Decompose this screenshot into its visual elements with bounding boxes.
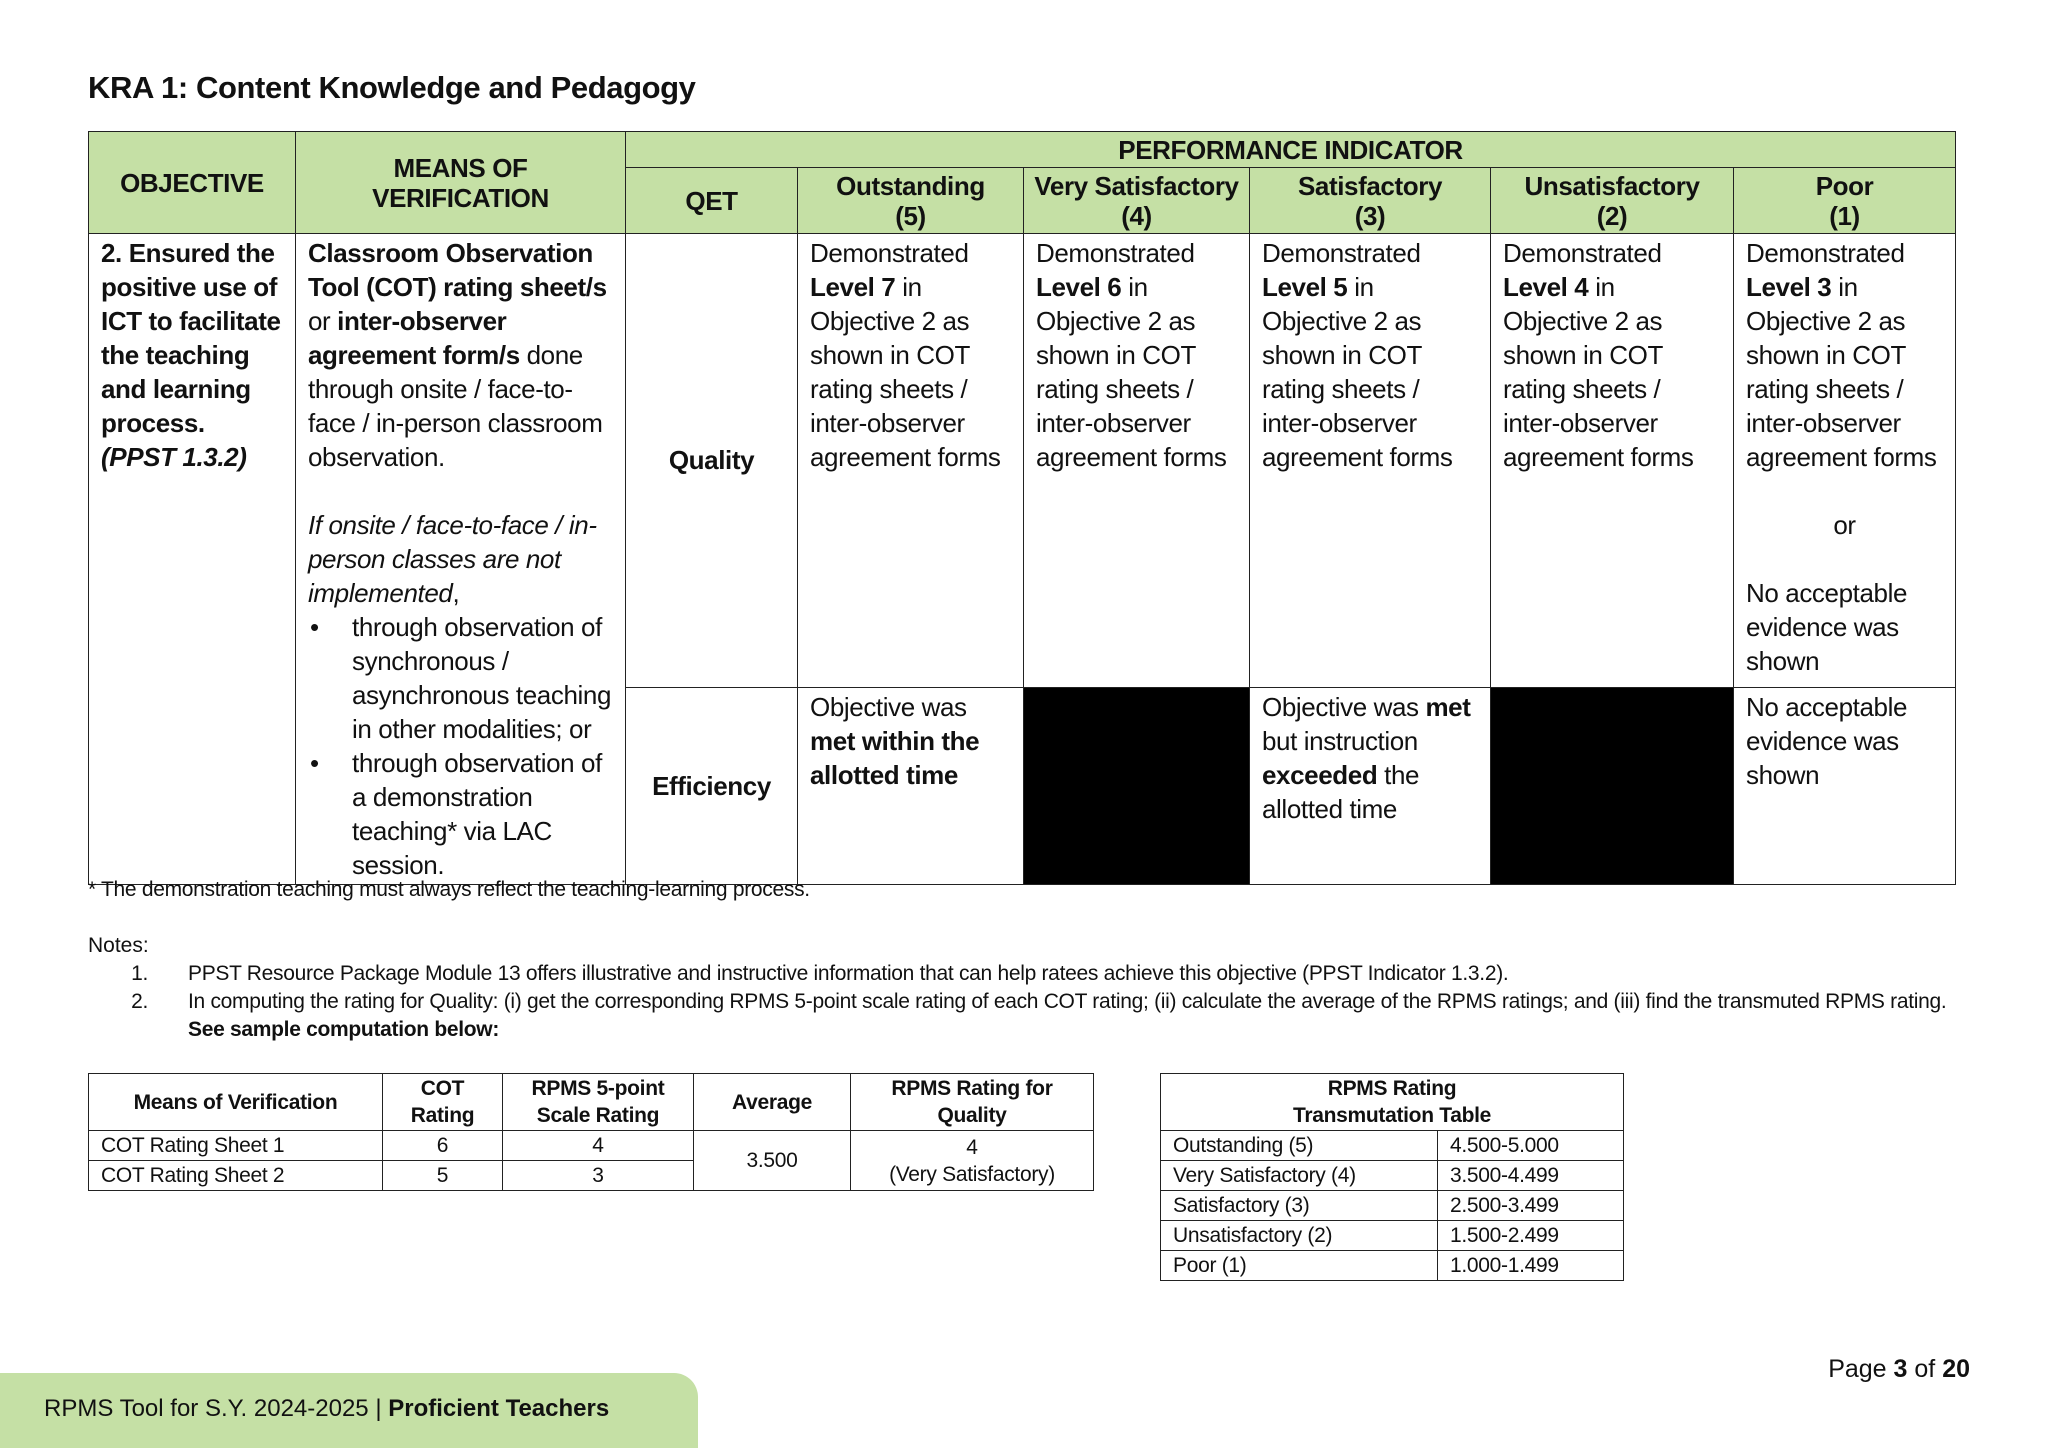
quality-satisfactory: Demonstrated Level 5 in Objective 2 as shown in COT rating sheets / inter-observer agreement forms [1250, 234, 1491, 688]
table-row: Unsatisfactory (2) 1.500-2.499 [1161, 1221, 1624, 1251]
quality-very-satisfactory: Demonstrated Level 6 in Objective 2 as shown in COT rating sheets / inter-observer agreement forms [1024, 234, 1250, 688]
notes-list [88, 960, 1958, 1044]
footer-band [0, 1373, 698, 1448]
efficiency-satisfactory: Objective was met but instruction exceeded the allotted time [1250, 687, 1491, 884]
sample-header-rpms: RPMS 5-point Scale Rating [503, 1074, 694, 1131]
sample-header-average: Average [694, 1074, 851, 1131]
quality-unsatisfactory: Demonstrated Level 4 in Objective 2 as shown in COT rating sheets / inter-observer agreement forms [1491, 234, 1734, 688]
quality-outstanding: Demonstrated Level 7 in Objective 2 as shown in COT rating sheets / inter-observer agreement forms [798, 234, 1024, 688]
efficiency-unsatisfactory-blocked [1491, 687, 1734, 884]
page-title: KRA 1: Content Knowledge and Pedagogy [88, 70, 696, 105]
means-bullet: • through observation of synchronous / asynchronous teaching in other modalities; or [308, 610, 615, 746]
objective-cell: 2. Ensured the positive use of ICT to facilitate the teaching and learning process. (PPST 1.3.2) [89, 234, 296, 885]
header-means: MEANS OF VERIFICATION [296, 132, 626, 234]
footnote: * The demonstration teaching must always reflect the teaching-learning process. [88, 878, 810, 901]
means-bullet: • through observation of a demonstration teaching* via LAC session. [308, 746, 615, 882]
kra-table [88, 131, 1956, 885]
header-level-very-satisfactory: Very Satisfactory (4) [1024, 168, 1250, 234]
note-item: 1. PPST Resource Package Module 13 offers illustrative and instructive information that can help ratees achieve this objective (PPST Indicator 1.3.2). [131, 962, 1509, 985]
quality-poor: Demonstrated Level 3 in Objective 2 as shown in COT rating sheets / inter-observer agreement forms or No acceptable evidence was shown [1734, 234, 1956, 688]
efficiency-poor: No acceptable evidence was shown [1734, 687, 1956, 884]
efficiency-very-satisfactory-blocked [1024, 687, 1250, 884]
table-row: COT Rating Sheet 2 5 3 [89, 1161, 1094, 1191]
header-level-unsatisfactory: Unsatisfactory (2) [1491, 168, 1734, 234]
note-item: 2. In computing the rating for Quality: (i) get the corresponding RPMS 5-point scale rating of each COT rating; (ii) calculate the average of the RPMS ratings; and (iii) find the transmuted RPMS rating. See sample computation below: [131, 990, 1947, 1041]
header-level-satisfactory: Satisfactory (3) [1250, 168, 1491, 234]
sample-average: 3.500 [694, 1131, 851, 1191]
header-objective: OBJECTIVE [89, 132, 296, 234]
header-level-outstanding: Outstanding (5) [798, 168, 1024, 234]
header-level-poor: Poor (1) [1734, 168, 1956, 234]
table-row: Poor (1) 1.000-1.499 [1161, 1251, 1624, 1281]
sample-header-means: Means of Verification [89, 1074, 383, 1131]
page-number: Page 3 of 20 [1828, 1355, 1970, 1383]
qet-efficiency: Efficiency [626, 687, 798, 884]
sample-header-quality: RPMS Rating for Quality [851, 1074, 1094, 1131]
transmutation-header: RPMS Rating Transmutation Table [1161, 1074, 1624, 1131]
sample-quality: 4 (Very Satisfactory) [851, 1131, 1094, 1191]
sample-computation-table [88, 1073, 1094, 1191]
transmutation-table [1160, 1073, 1624, 1281]
means-cell: Classroom Observation Tool (COT) rating sheet/s or inter-observer agreement form/s done through onsite / face-to-face / in-person classroom observation. If onsite / face-to-face / in-person classes are not implemented, • through observation of synchronous / asynchronous teaching in other modalities; or • through observation of a demonstration teaching* via LAC session. [296, 234, 626, 885]
header-qet: QET [626, 168, 798, 234]
table-row: Satisfactory (3) 2.500-3.499 [1161, 1191, 1624, 1221]
notes-label: Notes: [88, 934, 149, 957]
table-row: Very Satisfactory (4) 3.500-4.499 [1161, 1161, 1624, 1191]
table-row: Outstanding (5) 4.500-5.000 [1161, 1131, 1624, 1161]
qet-quality: Quality [626, 234, 798, 688]
table-row: COT Rating Sheet 1 6 4 3.500 4 (Very Satisfactory) [89, 1131, 1094, 1161]
sample-header-cot: COT Rating [383, 1074, 503, 1131]
efficiency-outstanding: Objective was met within the allotted time [798, 687, 1024, 884]
header-performance-indicator: PERFORMANCE INDICATOR [626, 132, 1956, 168]
footer-text: RPMS Tool for S.Y. 2024-2025 | Proficient Teachers [44, 1395, 610, 1422]
